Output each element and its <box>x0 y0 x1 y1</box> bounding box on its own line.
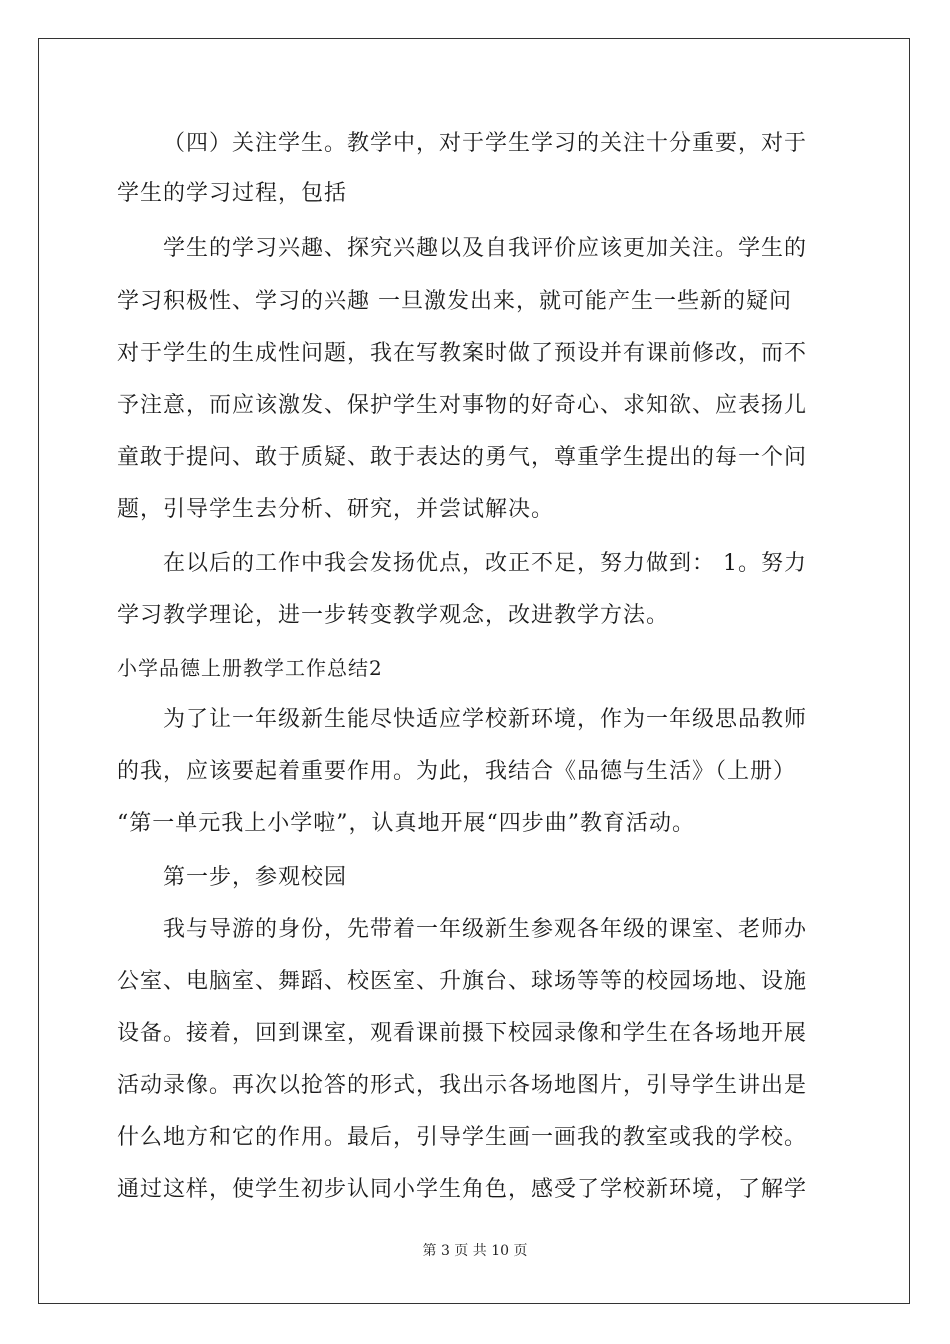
section-heading: 小学品德上册教学工作总结2 <box>117 656 383 680</box>
paragraph-line: 学生的学习兴趣、探究兴趣以及自我评价应该更加关注。学生的 <box>163 236 808 261</box>
paragraph-line: 予注意，而应该激发、保护学生对事物的好奇心、求知欲、应表扬儿 <box>117 393 808 418</box>
paragraph-line: 什么地方和它的作用。最后，引导学生画一画我的教室或我的学校。 <box>117 1125 808 1150</box>
paragraph-line: 童敢于提问、敢于质疑、敢于表达的勇气，尊重学生提出的每一个问 <box>117 445 808 470</box>
paragraph-line: 学生的学习过程，包括 <box>117 181 348 206</box>
paragraph-line: 在以后的工作中我会发扬优点，改正不足，努力做到： 1。努力 <box>163 551 807 576</box>
paragraph-line: 学习积极性、学习的兴趣 一旦激发出来，就可能产生一些新的疑问 <box>117 289 792 314</box>
paragraph-line: 题，引导学生去分析、研究，并尝试解决。 <box>117 497 555 522</box>
paragraph-line: 学习教学理论，进一步转变教学观念，改进教学方法。 <box>117 603 670 628</box>
paragraph-line: 为了让一年级新生能尽快适应学校新环境，作为一年级思品教师 <box>163 707 808 732</box>
paragraph-line: “第一单元我上小学啦”，认真地开展“四步曲”教育活动。 <box>117 811 695 836</box>
paragraph-line: （四）关注学生。教学中，对于学生学习的关注十分重要，对于 <box>163 131 808 156</box>
paragraph-line: 公室、电脑室、舞蹈、校医室、升旗台、球场等等的校园场地、设施 <box>117 969 808 994</box>
paragraph-line: 的我，应该要起着重要作用。为此，我结合《品德与生活》（上册） <box>117 759 797 784</box>
paragraph-line: 通过这样，使学生初步认同小学生角色，感受了学校新环境，了解学 <box>117 1177 808 1202</box>
paragraph-line: 设备。接着，回到课室，观看课前摄下校园录像和学生在各场地开展 <box>117 1021 808 1046</box>
paragraph-line: 第一步，参观校园 <box>163 865 348 890</box>
paragraph-line: 活动录像。再次以抢答的形式，我出示各场地图片，引导学生讲出是 <box>117 1073 808 1098</box>
paragraph-line: 我与导游的身份，先带着一年级新生参观各年级的课室、老师办 <box>163 917 808 942</box>
paragraph-line: 对于学生的生成性问题，我在写教案时做了预设并有课前修改，而不 <box>117 341 808 366</box>
page-number: 第 3 页 共 10 页 <box>422 1243 528 1259</box>
